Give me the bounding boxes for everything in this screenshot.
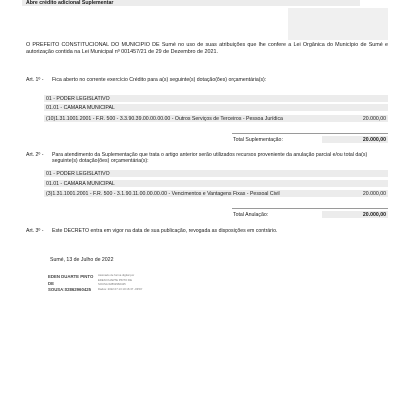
art3-label: Art. 3º - [26, 228, 44, 234]
signature-name-line1: EDEN DUARTE PINTO [48, 274, 94, 279]
art1-total-rule [232, 133, 388, 134]
signature-detail-line3: SOUSA:02862960425 [98, 282, 126, 287]
signature-name-line2: DE [48, 280, 54, 286]
art2-line-value: 20.000,00 [362, 191, 386, 197]
signature-detail-line4: Dados: 2022.07.13 10:16:37 -03'00' [98, 286, 143, 291]
art2-power: 01 - PODER LEGISLATIVO [46, 171, 110, 177]
signature-name-line3: SOUSA:02862960425 [48, 287, 91, 293]
side-box [288, 8, 388, 40]
date-line: Sumé, 13 de Julho de 2022 [50, 257, 114, 263]
art1-power-text: 01 - PODER LEGISLATIVO [46, 96, 110, 102]
signature-detail-line1: Assinado de forma digital por [98, 273, 135, 277]
signature-name [48, 274, 98, 294]
art1-line: (10)1.31.1001.2001 - F.R. 500 - 3.3.90.39.00.00.00.00 - Outros Serviços de Terceiros - Pessoa Jurídica [46, 116, 283, 122]
art1-label: Art. 1º - [26, 77, 44, 83]
art2-text: Para atendimento da Suplementação que trata o artigo anterior serão utilizados recursos proveniente da anulação parcial e/ou total da(s) seguinte(s) dotação(ões) orçamentária(s): [52, 152, 368, 165]
art1-total-label: Total Suplementação: [233, 137, 283, 143]
art1-line-value: 20.000,00 [362, 116, 386, 122]
art2-org: 01.01 - CAMARA MUNICIPAL [46, 181, 115, 187]
art2-line: (3)1.31.1001.2001 - F.R. 500 - 3.1.90.11.00.00.00.00 - Vencimentos e Vantagens Fixas - Pessoal Civil [46, 191, 280, 197]
art2-total-value: 20.000,00 [362, 212, 386, 218]
art1-org: 01.01 - CAMARA MUNICIPAL [46, 105, 115, 111]
art2-total-label: Total Anulação: [233, 212, 269, 218]
art1-text: Fica aberto no corrente exercício Crédito para a(s) seguinte(s) dotação(ões) orçamentária(s): [52, 77, 267, 83]
document-title: Abre crédito adicional Suplementar [26, 0, 114, 6]
intro-paragraph: O PREFEITO CONSTITUCIONAL DO MUNICIPIO DE Sumé no uso de suas atribuições que lhe confere a Lei Orgânica do Município de Sumé e autorização contida na Lei Municipal nº 001457/21 de 29 de Dezembro de 2021. [26, 42, 388, 55]
signature-details [98, 273, 170, 291]
art2-total-rule [232, 208, 388, 209]
art3-text: Este DECRETO entra em vigor na data de sua publicação, revogada as disposições em contrário. [52, 228, 278, 234]
art2-label: Art. 2º - [26, 152, 44, 158]
signature-detail-line2: EDEN DUARTE PINTO DE [98, 277, 132, 282]
art1-total-value: 20.000,00 [362, 137, 386, 143]
